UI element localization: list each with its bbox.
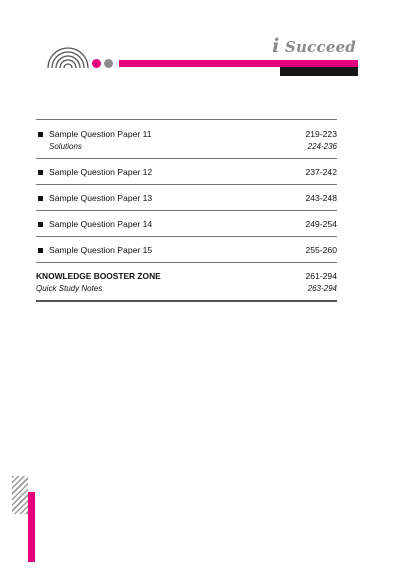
- toc-item-pages: 255-260: [305, 245, 337, 255]
- toc-item-label: Sample Question Paper 14: [49, 219, 153, 229]
- toc-item-label: Sample Question Paper 12: [49, 167, 153, 177]
- side-pink-bar: [28, 492, 35, 562]
- square-bullet-icon: [38, 170, 43, 175]
- toc-item-pages: 261-294: [305, 271, 337, 281]
- table-of-contents: [36, 119, 337, 302]
- square-bullet-icon: [38, 222, 43, 227]
- toc-item-sqp-12[interactable]: [36, 159, 337, 185]
- square-bullet-icon: [38, 248, 43, 253]
- header-black-bar: [280, 67, 358, 76]
- concentric-arcs-icon: [46, 44, 90, 68]
- toc-subitem-pages: 263-294: [307, 284, 337, 293]
- toc-item-label: Sample Question Paper 15: [49, 245, 153, 255]
- toc-item-pages: 249-254: [305, 219, 337, 229]
- gray-dot: [104, 59, 113, 68]
- toc-item-sqp-11[interactable]: [36, 120, 337, 159]
- toc-item-knowledge-booster-zone[interactable]: [36, 263, 337, 302]
- toc-item-label: Sample Question Paper 11: [49, 129, 152, 139]
- toc-subitem-label: Quick Study Notes: [36, 284, 103, 293]
- header-pink-bar: [119, 60, 358, 67]
- brand-logo: i Succeed: [272, 35, 356, 57]
- toc-item-pages: 219-223: [305, 129, 337, 139]
- toc-section-label: KNOWLEDGE BOOSTER ZONE: [36, 271, 161, 281]
- toc-item-label: Sample Question Paper 13: [49, 193, 153, 203]
- toc-subitem-label: Solutions: [49, 142, 82, 151]
- square-bullet-icon: [38, 196, 43, 201]
- hatch-pattern: [12, 476, 28, 514]
- pink-dot: [92, 59, 101, 68]
- toc-item-sqp-14[interactable]: [36, 211, 337, 237]
- toc-item-pages: 243-248: [305, 193, 337, 203]
- toc-item-sqp-15[interactable]: [36, 237, 337, 263]
- toc-item-pages: 237-242: [305, 167, 337, 177]
- square-bullet-icon: [38, 132, 43, 137]
- toc-subitem-pages: 224-236: [307, 142, 337, 151]
- toc-item-sqp-13[interactable]: [36, 185, 337, 211]
